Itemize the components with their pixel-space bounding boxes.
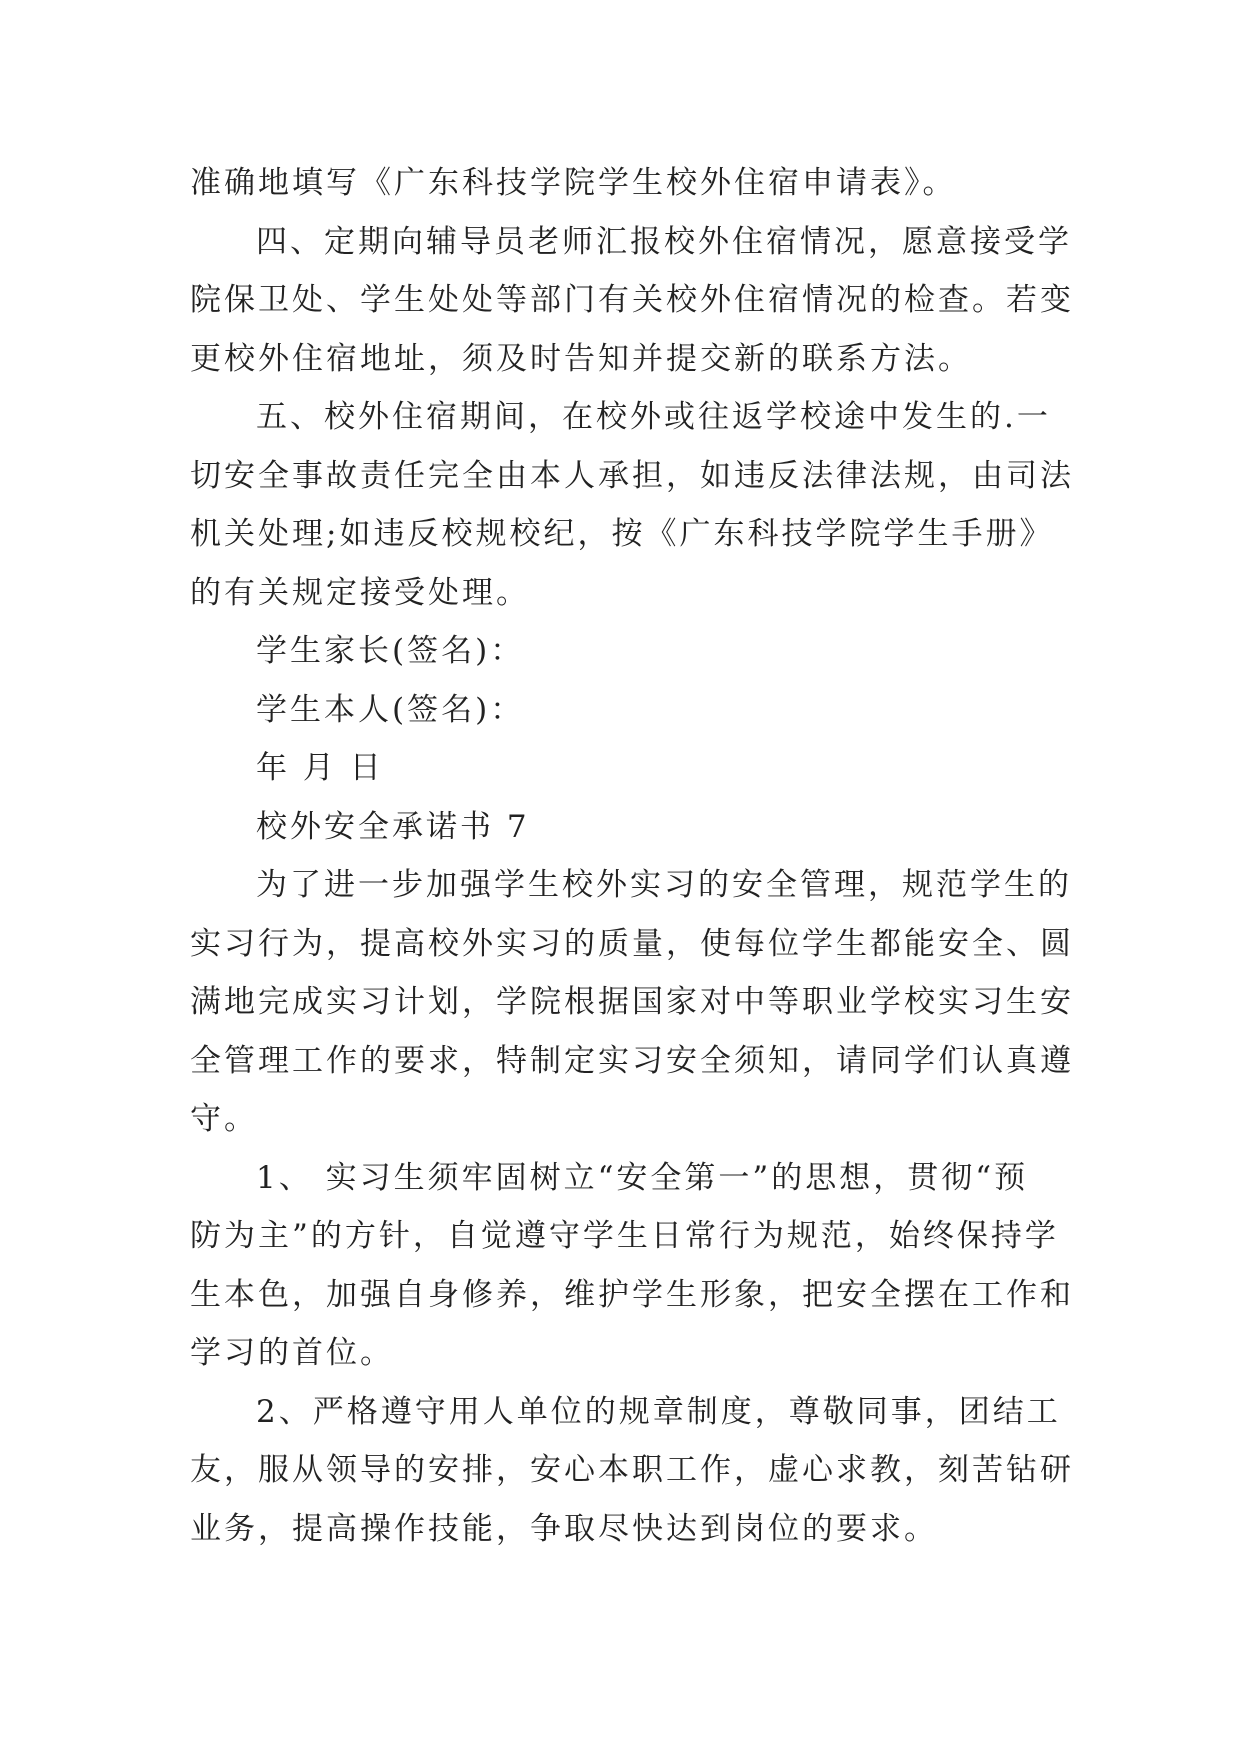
text-line: 学习的首位。 [190,1335,394,1371]
text-line: 年 月 日 [256,750,384,786]
text-line: 准确地填写《广东科技学院学生校外住宿申请表》。 [190,165,957,201]
text-line: 五、校外住宿期间，在校外或往返学校途中发生的.一 [256,399,1051,435]
text-line: 全管理工作的要求，特制定实习安全须知，请同学们认真遵 [190,1042,1074,1079]
text-line: 切安全事故责任完全由本人承担，如违反法律法规，由司法 [190,457,1074,494]
text-line: 生本色，加强自身修养，维护学生形象，把安全摆在工作和 [190,1276,1074,1313]
text-line: 1、 实习生须牢固树立“安全第一”的思想，贯彻“预 [256,1159,1029,1196]
text-line: 更校外住宿地址，须及时告知并提交新的联系方法。 [190,340,972,377]
text-line: 2、严格遵守用人单位的规章制度，尊敬同事，团结工 [256,1393,1061,1430]
text-line: 机关处理;如违反校规校纪，按《广东科技学院学生手册》 [190,516,1054,552]
text-line: 防为主”的方针，自觉遵守学生日常行为规范，始终保持学 [190,1218,1059,1254]
text-line: 实习行为，提高校外实习的质量，使每位学生都能安全、圆 [190,925,1074,962]
text-line: 院保卫处、学生处处等部门有关校外住宿情况的检查。若变 [190,282,1074,318]
text-line: 学生本人(签名)： [256,691,525,728]
text-line: 守。 [190,1101,258,1137]
text-line: 校外安全承诺书 7 [256,808,530,845]
text-line: 友，服从领导的安排，安心本职工作，虚心求教，刻苦钻研 [190,1452,1074,1488]
text-line: 业务，提高操作技能，争取尽快达到岗位的要求。 [190,1510,938,1547]
text-line: 四、定期向辅导员老师汇报校外住宿情况，愿意接受学 [256,223,1072,260]
text-line: 满地完成实习计划，学院根据国家对中等职业学校实习生安 [190,984,1074,1020]
text-line: 的有关规定接受处理。 [190,574,530,611]
text-line: 学生家长(签名)： [256,633,525,669]
document-body [190,154,1074,1558]
text-line: 为了进一步加强学生校外实习的安全管理，规范学生的 [256,867,1072,903]
